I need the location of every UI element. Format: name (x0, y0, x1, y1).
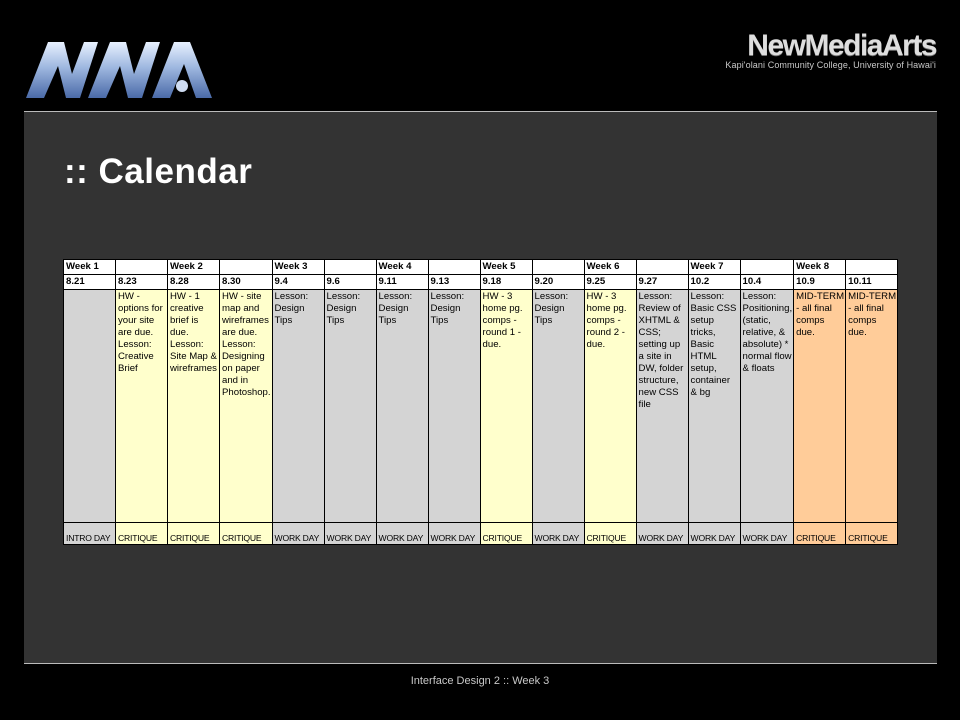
day-type-cell: WORK DAY (376, 523, 428, 545)
day-type-cell: CRITIQUE (846, 523, 898, 545)
day-type-cell: CRITIQUE (584, 523, 636, 545)
week-cell: Week 6 (584, 260, 636, 275)
day-type-cell: CRITIQUE (116, 523, 168, 545)
date-cell: 9.25 (584, 275, 636, 290)
day-type-cell: WORK DAY (428, 523, 480, 545)
date-cell: 9.20 (532, 275, 584, 290)
lesson-cell (64, 290, 116, 523)
lesson-cell: Lesson: Basic CSS setup tricks, Basic HTML setup, container & bg (688, 290, 740, 523)
date-cell: 10.11 (846, 275, 898, 290)
date-cell: 10.4 (740, 275, 794, 290)
day-type-cell: WORK DAY (636, 523, 688, 545)
week-cell (428, 260, 480, 275)
date-row (64, 275, 898, 290)
nma-logo-icon (22, 34, 214, 100)
week-cell (220, 260, 273, 275)
lesson-cell: HW - site map and wireframes are due. Lesson: Designing on paper and in Photoshop. (220, 290, 273, 523)
slide-footer: Interface Design 2 :: Week 3 (410, 675, 550, 687)
lesson-cell: Lesson: Design Tips (376, 290, 428, 523)
date-cell: 9.11 (376, 275, 428, 290)
bottom-divider (24, 663, 937, 664)
brand-subtitle: Kapi'olani Community College, University of Hawai'i (725, 60, 936, 70)
lesson-cell: HW - 3 home pg. comps - round 1 - due. (480, 290, 532, 523)
day-type-row (64, 523, 898, 545)
lesson-cell: HW - 1 creative brief is due. Lesson: Site Map & wireframes (168, 290, 220, 523)
brand-logo (725, 30, 936, 70)
lesson-cell: Lesson: Design Tips (532, 290, 584, 523)
week-cell: Week 4 (376, 260, 428, 275)
lesson-cell: Lesson: Design Tips (324, 290, 376, 523)
week-cell: Week 5 (480, 260, 532, 275)
day-type-cell: INTRO DAY (64, 523, 116, 545)
week-cell (324, 260, 376, 275)
day-type-cell: CRITIQUE (794, 523, 846, 545)
week-cell (846, 260, 898, 275)
lesson-row (64, 290, 898, 523)
week-cell: Week 8 (794, 260, 846, 275)
date-cell: 8.23 (116, 275, 168, 290)
brand-name: NewMediaArts (747, 29, 936, 62)
date-cell: 9.18 (480, 275, 532, 290)
week-cell: Week 1 (64, 260, 116, 275)
day-type-cell: WORK DAY (740, 523, 794, 545)
date-cell: 10.9 (794, 275, 846, 290)
date-cell: 8.21 (64, 275, 116, 290)
lesson-cell: MID-TERM - all final comps due. (794, 290, 846, 523)
date-cell: 9.13 (428, 275, 480, 290)
date-cell: 9.27 (636, 275, 688, 290)
week-cell: Week 7 (688, 260, 740, 275)
day-type-cell: WORK DAY (532, 523, 584, 545)
week-cell (532, 260, 584, 275)
slide-title: :: Calendar (64, 152, 253, 191)
date-cell: 9.6 (324, 275, 376, 290)
week-cell: Week 2 (168, 260, 220, 275)
lesson-cell: MID-TERM - all final comps due. (846, 290, 898, 523)
day-type-cell: CRITIQUE (480, 523, 532, 545)
day-type-cell: WORK DAY (688, 523, 740, 545)
day-type-cell: WORK DAY (272, 523, 324, 545)
day-type-cell: CRITIQUE (168, 523, 220, 545)
week-cell (636, 260, 688, 275)
week-cell: Week 3 (272, 260, 324, 275)
week-cell (740, 260, 794, 275)
date-cell: 10.2 (688, 275, 740, 290)
week-cell (116, 260, 168, 275)
date-cell: 9.4 (272, 275, 324, 290)
week-row (64, 260, 898, 275)
day-type-cell: WORK DAY (324, 523, 376, 545)
lesson-cell: HW - 3 home pg. comps - round 2 - due. (584, 290, 636, 523)
lesson-cell: Lesson: Review of XHTML & CSS; setting up a site in DW, folder structure, new CSS file (636, 290, 688, 523)
calendar-table (63, 259, 898, 545)
lesson-cell: HW - options for your site are due. Lesson: Creative Brief (116, 290, 168, 523)
day-type-cell: CRITIQUE (220, 523, 273, 545)
date-cell: 8.30 (220, 275, 273, 290)
date-cell: 8.28 (168, 275, 220, 290)
lesson-cell: Lesson: Design Tips (272, 290, 324, 523)
lesson-cell: Lesson: Design Tips (428, 290, 480, 523)
lesson-cell: Lesson: Positioning, (static, relative, & absolute) * normal flow & floats (740, 290, 794, 523)
